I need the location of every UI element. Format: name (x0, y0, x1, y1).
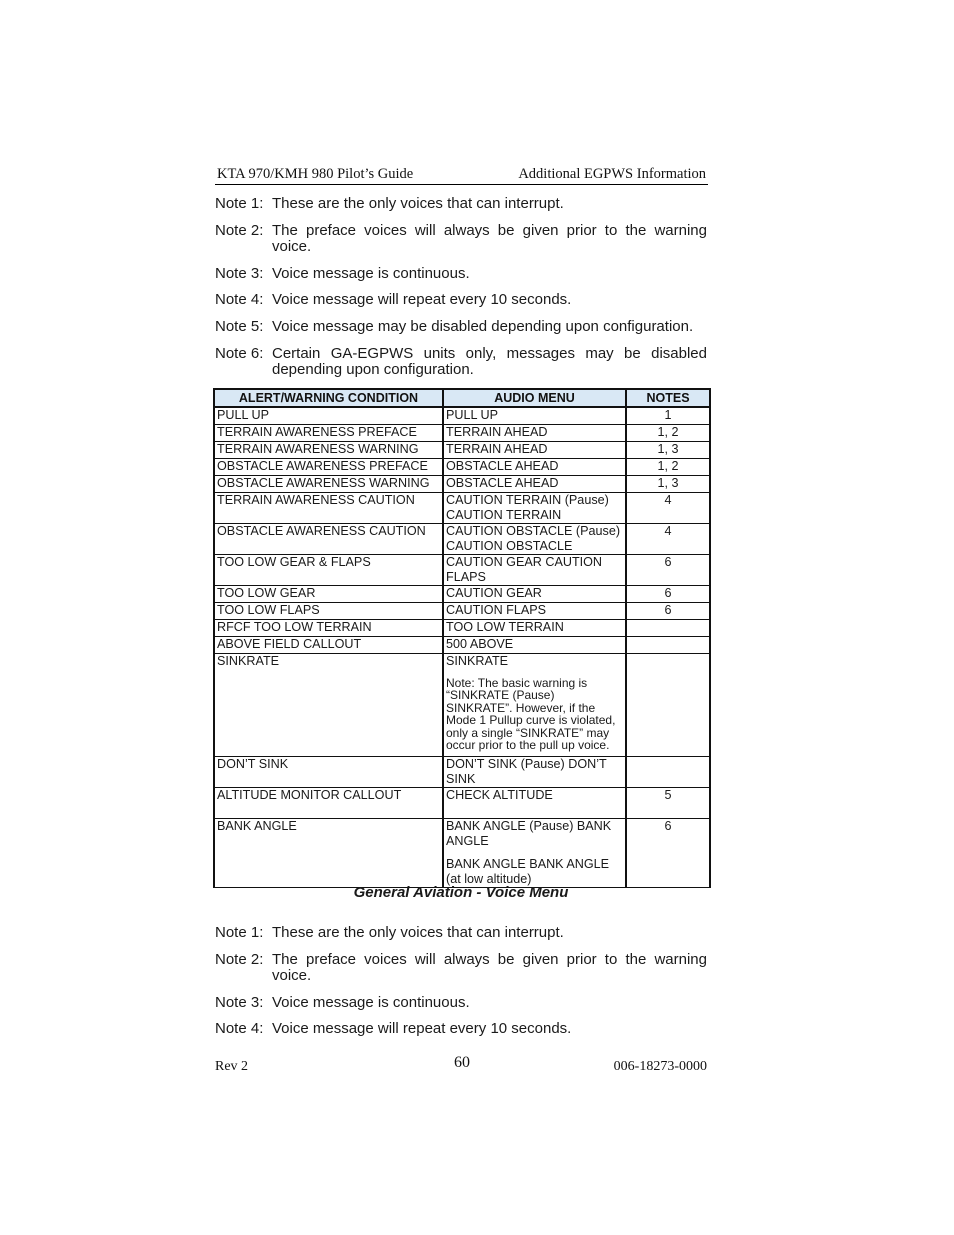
page-header (215, 164, 708, 185)
audio-cell: TERRAIN AHEAD (443, 441, 626, 458)
note-top-5 (215, 319, 707, 335)
audio-cell: PULL UP (443, 407, 626, 424)
header-section-title: Additional EGPWS Information (518, 166, 706, 182)
note-text: The preface voices will always be given prior to the warning voice. (272, 951, 707, 984)
page-number: 60 (454, 1054, 470, 1071)
note-bottom-2 (215, 952, 707, 984)
audio-line: BANK ANGLE BANK ANGLE (at low altitude) (446, 856, 610, 886)
note-label: Note 2: (215, 951, 264, 968)
audio-cell (443, 818, 626, 887)
condition-cell: TERRAIN AWARENESS PREFACE (214, 424, 443, 441)
note-top-6 (215, 346, 707, 378)
condition-cell: PULL UP (214, 407, 443, 424)
table-row (214, 441, 710, 458)
notes-cell (626, 619, 710, 636)
notes-cell: 6 (626, 602, 710, 619)
note-bottom-4 (215, 1021, 707, 1037)
note-text: Certain GA-EGPWS units only, messages may be disabled depending upon configuration. (272, 345, 707, 378)
note-label: Note 3: (215, 994, 264, 1011)
table-row (214, 407, 710, 424)
audio-note: Note: The basic warning is “SINKRATE (Pause) SINKRATE”. However, if the Mode 1 Pullup curve is violated, only a single “SINKRATE” may occur prior to the pull up voice. (446, 675, 616, 752)
condition-cell: ALTITUDE MONITOR CALLOUT (214, 787, 443, 818)
notes-cell: 5 (626, 787, 710, 818)
table-row (214, 602, 710, 619)
notes-cell: 1, 2 (626, 424, 710, 441)
table-row (214, 523, 710, 554)
note-text: The preface voices will always be given prior to the warning voice. (272, 222, 707, 255)
notes-cell: 1, 3 (626, 441, 710, 458)
note-text: These are the only voices that can interrupt. (272, 924, 564, 941)
note-label: Note 5: (215, 318, 264, 335)
notes-cell (626, 756, 710, 787)
note-top-4 (215, 292, 707, 308)
footer-revision: Rev 2 (215, 1059, 249, 1074)
notes-cell: 4 (626, 523, 710, 554)
notes-cell: 1 (626, 407, 710, 424)
notes-cell (626, 653, 710, 756)
audio-cell: CAUTION FLAPS (443, 602, 626, 619)
table-row (214, 458, 710, 475)
note-label: Note 4: (215, 1020, 264, 1037)
table-row (214, 585, 710, 602)
audio-cell: 500 ABOVE (443, 636, 626, 653)
audio-line: SINKRATE (446, 653, 509, 668)
condition-cell: DON’T SINK (214, 756, 443, 787)
table-row (214, 554, 710, 585)
note-top-2 (215, 223, 707, 255)
note-text: Voice message will repeat every 10 seconds. (272, 291, 572, 308)
note-label: Note 2: (215, 222, 264, 239)
note-label: Note 6: (215, 345, 264, 362)
note-top-1 (215, 196, 707, 212)
notes-cell (626, 636, 710, 653)
notes-cell: 6 (626, 818, 710, 887)
notes-cell: 1, 3 (626, 475, 710, 492)
condition-cell: OBSTACLE AWARENESS WARNING (214, 475, 443, 492)
table-row (214, 475, 710, 492)
table-header-row (214, 389, 710, 407)
audio-cell: OBSTACLE AHEAD (443, 458, 626, 475)
notes-cell: 6 (626, 554, 710, 585)
header-guide-title: KTA 970/KMH 980 Pilot’s Guide (217, 166, 414, 182)
voice-menu-table (213, 388, 709, 888)
column-header-audio: AUDIO MENU (443, 389, 626, 407)
column-header-condition: ALERT/WARNING CONDITION (214, 389, 443, 407)
table-row (214, 619, 710, 636)
note-text: Voice message is continuous. (272, 265, 470, 282)
condition-cell: TOO LOW GEAR (214, 585, 443, 602)
audio-cell: CAUTION GEAR (443, 585, 626, 602)
audio-cell: TOO LOW TERRAIN (443, 619, 626, 636)
note-text: Voice message will repeat every 10 seconds. (272, 1020, 572, 1037)
note-text: These are the only voices that can interrupt. (272, 195, 564, 212)
note-label: Note 1: (215, 924, 264, 941)
note-text: Voice message is continuous. (272, 994, 470, 1011)
condition-cell: BANK ANGLE (214, 818, 443, 887)
audio-cell: CAUTION TERRAIN (Pause) CAUTION TERRAIN (443, 492, 626, 523)
note-bottom-3 (215, 995, 707, 1011)
condition-cell: SINKRATE (214, 653, 443, 756)
audio-cell: CAUTION OBSTACLE (Pause) CAUTION OBSTACLE (443, 523, 626, 554)
notes-cell: 6 (626, 585, 710, 602)
note-label: Note 4: (215, 291, 264, 308)
note-top-3 (215, 266, 707, 282)
note-bottom-1 (215, 925, 707, 941)
table-row (214, 787, 710, 818)
condition-cell: TERRAIN AWARENESS WARNING (214, 441, 443, 458)
table-caption: General Aviation - Voice Menu (353, 884, 569, 901)
condition-cell: TOO LOW FLAPS (214, 602, 443, 619)
audio-cell (443, 653, 626, 756)
table-row (214, 424, 710, 441)
condition-cell: RFCF TOO LOW TERRAIN (214, 619, 443, 636)
condition-cell: TERRAIN AWARENESS CAUTION (214, 492, 443, 523)
notes-cell: 1, 2 (626, 458, 710, 475)
audio-cell: DON’T SINK (Pause) DON’T SINK (443, 756, 626, 787)
note-label: Note 3: (215, 265, 264, 282)
condition-cell: ABOVE FIELD CALLOUT (214, 636, 443, 653)
note-label: Note 1: (215, 195, 264, 212)
audio-cell: CHECK ALTITUDE (443, 787, 626, 818)
condition-cell: OBSTACLE AWARENESS CAUTION (214, 523, 443, 554)
column-header-notes: NOTES (626, 389, 710, 407)
audio-cell: OBSTACLE AHEAD (443, 475, 626, 492)
table-row (214, 756, 710, 787)
table-row (214, 653, 710, 756)
audio-cell: TERRAIN AHEAD (443, 424, 626, 441)
footer-part-number: 006-18273-0000 (613, 1059, 707, 1074)
condition-cell: TOO LOW GEAR & FLAPS (214, 554, 443, 585)
audio-cell: CAUTION GEAR CAUTION FLAPS (443, 554, 626, 585)
notes-cell: 4 (626, 492, 710, 523)
condition-cell: OBSTACLE AWARENESS PREFACE (214, 458, 443, 475)
note-text: Voice message may be disabled depending upon configuration. (272, 318, 694, 335)
audio-line: BANK ANGLE (Pause) BANK ANGLE (446, 818, 612, 848)
table-row (214, 818, 710, 887)
table-row (214, 492, 710, 523)
table-row (214, 636, 710, 653)
